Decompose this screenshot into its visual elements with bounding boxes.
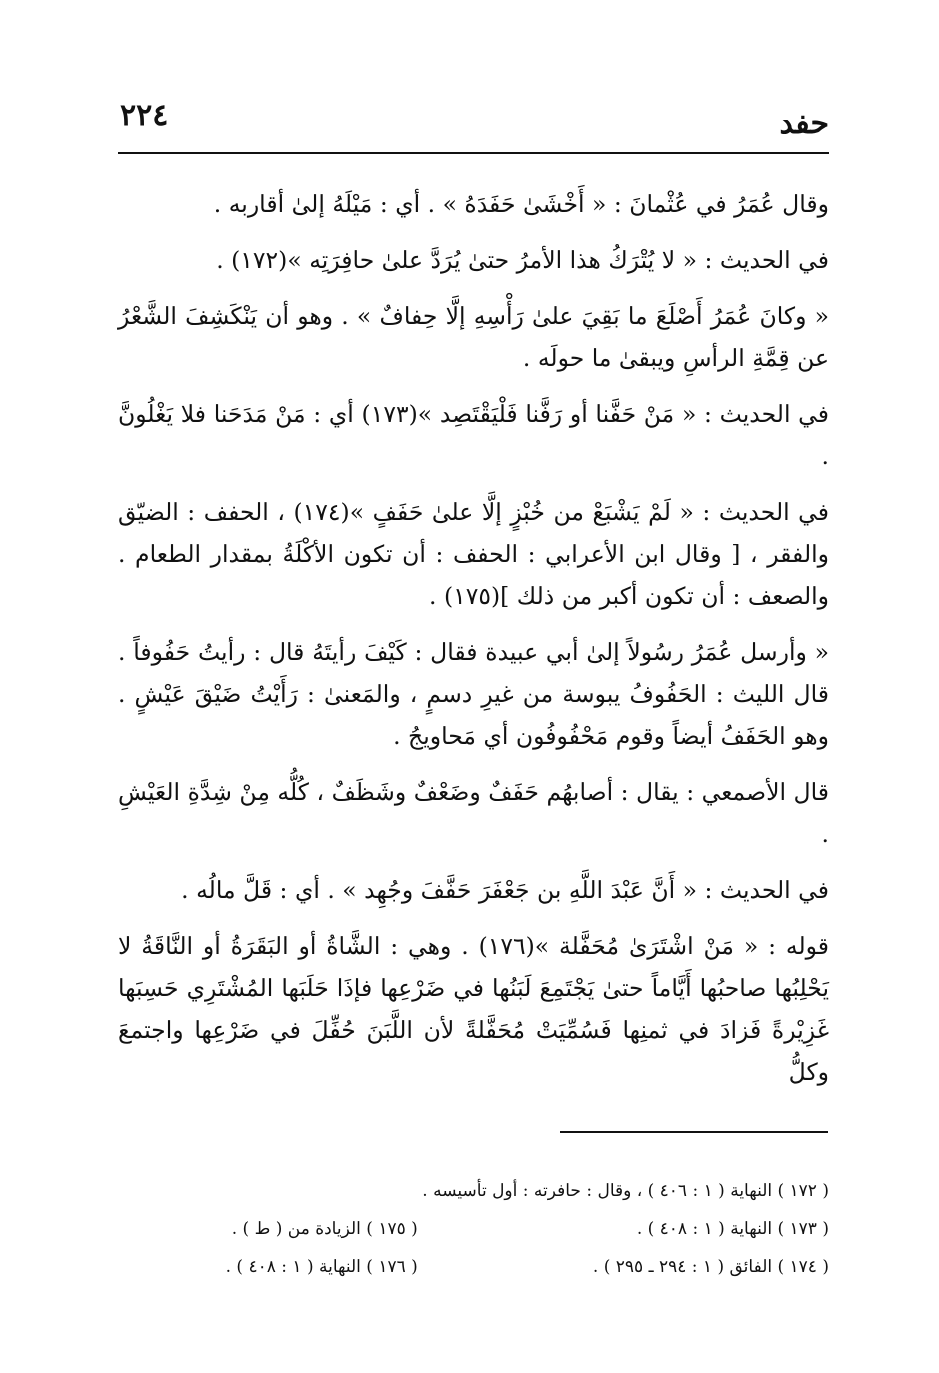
paragraph: « وكانَ عُمَرُ أَصْلَعَ ما بَقِيَ علىٰ رَأْسِهِ إلَّا حِفافٌ » . وهو أن يَنْكَشِفَ الشَّعْرُ عن قِمَّةِ الرأسِ ويبقىٰ ما حولَه .: [118, 302, 829, 372]
page-number: ٢٢٤: [120, 98, 169, 133]
footnote-176: ( ١٧٦ ) النهاية ( ١ : ٤٠٨ ) .: [225, 1257, 418, 1277]
footnote-173: ( ١٧٣ ) النهاية ( ١ : ٤٠٨ ) .: [636, 1219, 829, 1239]
paragraph: وقال عُمَرُ في عُثْمانَ : « أَخْشَىٰ حَفَدَهُ » . أي : مَيْلَهُ إلىٰ أقاربه .: [213, 190, 829, 218]
paragraph: قوله : « مَنْ اشْتَرَىٰ مُحَفَّلة »(١٧٦) . وهي : الشَّاةُ أو البَقَرَةُ أو النَّاقَةُ لا يَحْلِبُها صاحبُها أَيَّاماً حتىٰ يَجْتَمِعَ لَبَنُها في ضَرْعِها فإذَا حَلَبَها المُشْتَرِي حَسِبَها غَزِيْرةً فَزادَ في ثمنِها فَسُمِّيَتْ مُحَفَّلةً لأن اللَّبَنَ حُفِّلَ في ضَرْعِها واجتمعَ وكلُّ: [118, 932, 830, 1086]
footnote-174: ( ١٧٤ ) الفائق ( ١ : ٢٩٤ ـ ٢٩٥ ) .: [592, 1257, 829, 1277]
footnote-row: [150, 1210, 829, 1248]
page-header: [120, 98, 829, 143]
header-rule: [118, 152, 829, 154]
footnotes: [150, 1172, 829, 1286]
paragraph: في الحديث : « لَمْ يَشْبَعْ من خُبْزٍ إلَّا علىٰ حَفَفٍ »(١٧٤) ، الحفف : الضيّق والفقر ، [ وقال ابن الأعرابي : الحفف : أن تكون الأكْلَةُ بمقدار الطعام . والصعف : أن تكون أكبر من ذلك ](١٧٥) .: [118, 498, 829, 610]
paragraph: « وأرسل عُمَرُ رسُولاً إلىٰ أبي عبيدة فقال : كَيْفَ رأيتَهُ قال : رأيتُ حَفُوفاً . قال الليث : الحَفُوفُ يبوسة من غيرِ دسمٍ ، والمَعنىٰ : رَأَيْتُ ضَيْقَ عَيْشٍ . وهو الحَفَفُ أيضاً وقوم مَحْفُوفُون أي مَحاويجُ .: [118, 638, 829, 750]
running-head: حفد: [779, 106, 829, 141]
paragraph: في الحديث : « مَنْ حَفَّنا أو رَفَّنا فَلْيَقْتَصِد »(١٧٣) أي : مَنْ مَدَحَنا فلا يَغْلُونَّ .: [118, 400, 829, 470]
paragraph: قال الأصمعي : يقال : أصابهُم حَفَفٌ وضَعْفٌ وشَظَفٌ ، كُلُّه مِنْ شِدَّةِ العَيْشِ .: [118, 778, 829, 848]
footnote-spacer: [150, 1172, 418, 1210]
paragraph: في الحديث : « لا يُتْرَكُ هذا الأمرُ حتىٰ يُرَدَّ علىٰ حافِرَتِه »(١٧٢) .: [216, 246, 829, 274]
footnote-row: [150, 1248, 829, 1286]
footnote-row: [150, 1172, 829, 1210]
main-text: [118, 183, 829, 1107]
paragraph: في الحديث : « أَنَّ عَبْدَ اللَّهِ بن جَعْفَرَ حَفَّفَ وجُهِد » . أي : قَلَّ مالُه .: [181, 876, 829, 904]
footnote-rule: [560, 1131, 828, 1133]
footnote-175: ( ١٧٥ ) الزيادة من ( ط ) .: [231, 1219, 418, 1239]
footnote-172: ( ١٧٢ ) النهاية ( ١ : ٤٠٦ ) ، وقال : حافرته : أول تأسيسه .: [422, 1181, 829, 1201]
